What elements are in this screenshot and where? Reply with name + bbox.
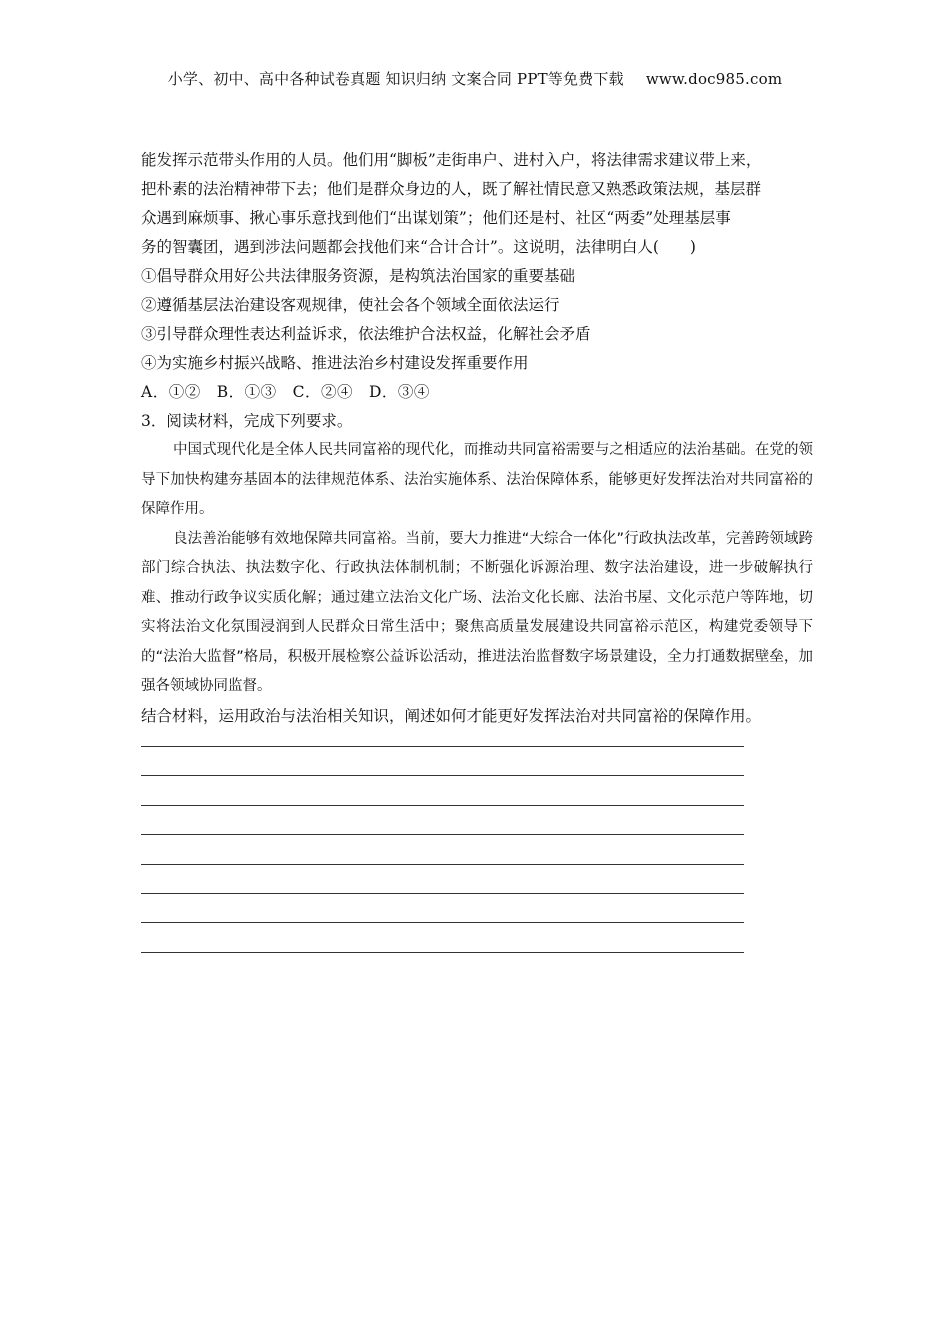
question3-material-paragraph-1: 中国式现代化是全体人民共同富裕的现代化，而推动共同富裕需要与之相适应的法治基础。在党的领导下加快构建夯基固本的法律规范体系、法治实施体系、法治保障体系，能够更好发挥法治对共同富裕的保障作用。 xyxy=(141,442,813,517)
question2-option-1: ①倡导群众用好公共法律服务资源，是构筑法治国家的重要基础 xyxy=(141,267,576,285)
answer-line[interactable] xyxy=(141,834,744,835)
answer-line[interactable] xyxy=(141,893,744,894)
page-header xyxy=(0,68,950,89)
question2-stem-line: 把朴素的法治精神带下去；他们是群众身边的人，既了解社情民意又熟悉政策法规，基层群 xyxy=(141,180,762,198)
answer-line[interactable] xyxy=(141,922,744,923)
answer-line[interactable] xyxy=(141,775,744,776)
question2-option-4: ④为实施乡村振兴战略、推进法治乡村建设发挥重要作用 xyxy=(141,354,529,372)
answer-line[interactable] xyxy=(141,952,744,953)
header-text: 小学、初中、高中各种试卷真题 知识归纳 文案合同 PPT等免费下载 xyxy=(167,70,624,88)
answer-area[interactable] xyxy=(141,746,744,981)
question2-stem-line: 能发挥示范带头作用的人员。他们用“脚板”走街串户、进村入户，将法律需求建议带上来， xyxy=(141,151,762,169)
answer-line[interactable] xyxy=(141,805,744,806)
question3-material-paragraph-2: 良法善治能够有效地保障共同富裕。当前，要大力推进“大综合一体化”行政执法改革，完善跨领域跨部门综合执法、执法数字化、行政执法体制机制；不断强化诉源治理、数字法治建设，进一步破解执行难、推动行政争议实质化解；通过建立法治文化广场、法治文化长廊、法治书屋、文化示范户等阵地，切实将法治文化氛围浸润到人民群众日常生活中；聚焦高质量发展建设共同富裕示范区，构建党委领导下的“法治大监督”格局，积极开展检察公益诉讼活动，推进法治监督数字场景建设，全力打通数据壁垒，加强各领域协同监督。 xyxy=(141,530,813,694)
answer-line[interactable] xyxy=(141,746,744,747)
question2-answer-choices: A．①② B．①③ C．②④ D．③④ xyxy=(141,383,430,401)
question2-stem-line: 众遇到麻烦事、揪心事乐意找到他们“出谋划策”；他们还是村、社区“两委”处理基层事 xyxy=(141,209,731,227)
question2-option-2: ②遵循基层法治建设客观规律，使社会各个领域全面依法运行 xyxy=(141,296,560,314)
header-site-link[interactable]: www.doc985.com xyxy=(645,70,783,88)
answer-line[interactable] xyxy=(141,864,744,865)
question2-option-3: ③引导群众理性表达利益诉求，依法维护合法权益，化解社会矛盾 xyxy=(141,325,591,343)
question3-title: 3．阅读材料，完成下列要求。 xyxy=(141,412,353,430)
question3-instruction: 结合材料，运用政治与法治相关知识，阐述如何才能更好发挥法治对共同富裕的保障作用。 xyxy=(141,706,762,725)
main-content xyxy=(141,146,813,731)
question2-stem-line: 务的智囊团，遇到涉法问题都会找他们来“合计合计”。这说明，法律明白人( ) xyxy=(141,238,696,256)
